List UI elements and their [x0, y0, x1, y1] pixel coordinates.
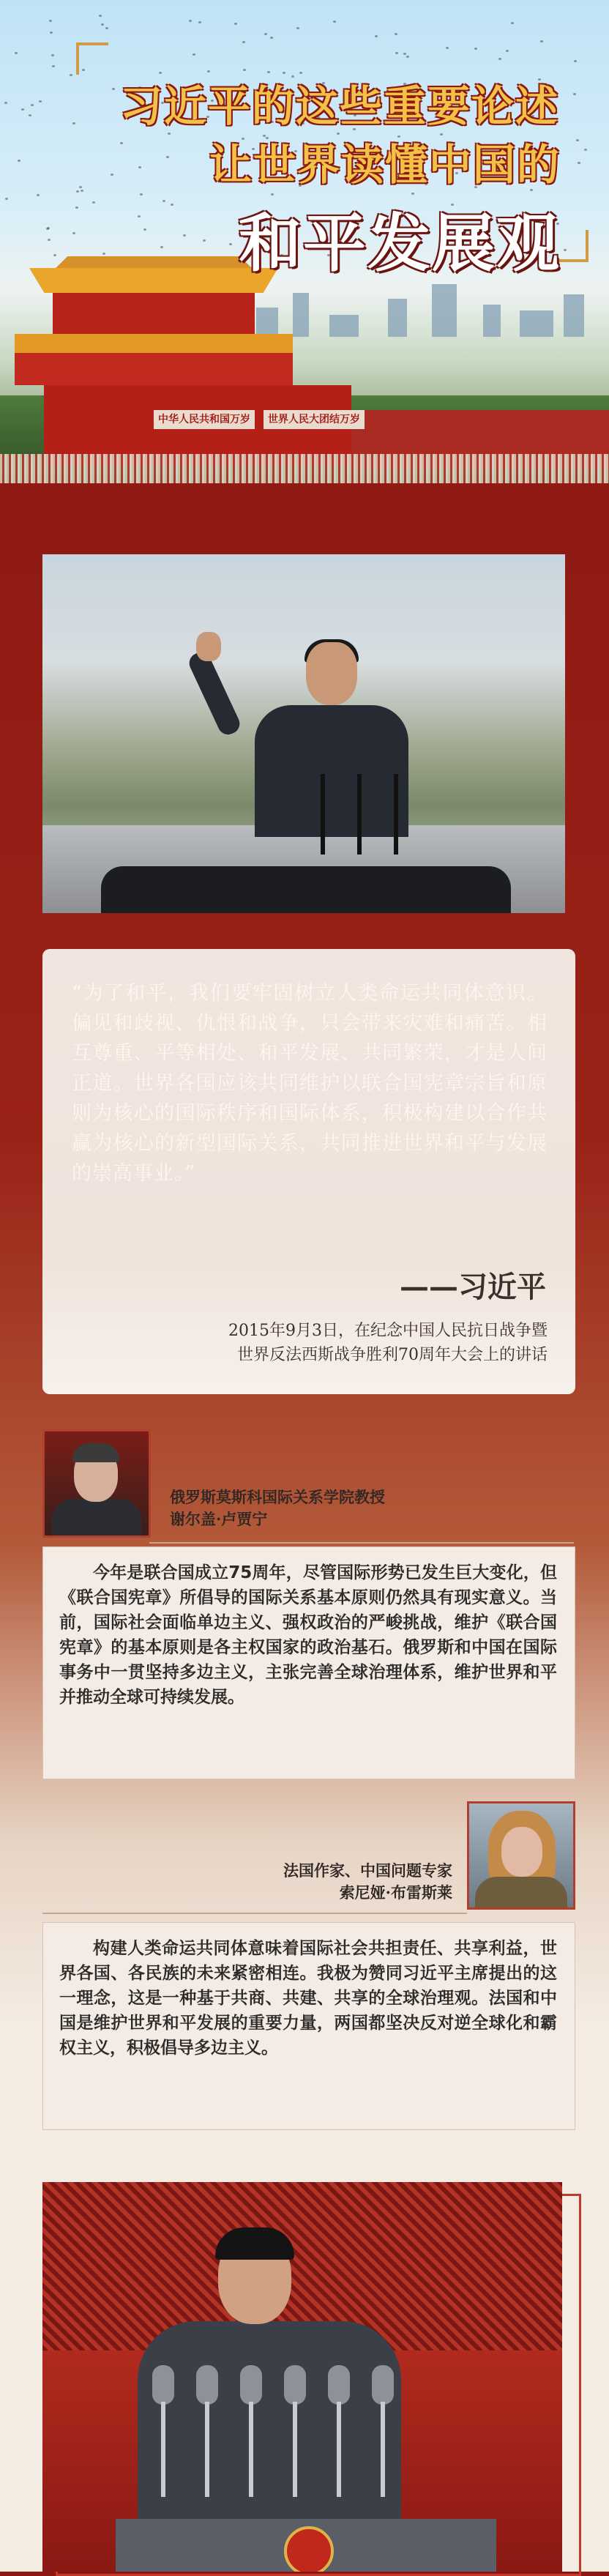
bird: [5, 198, 8, 200]
parade-car: [101, 866, 511, 913]
bird: [18, 160, 20, 162]
expert-name: 谢尔盖·卢贾宁: [170, 1510, 268, 1528]
bird: [15, 52, 18, 54]
bird: [72, 232, 75, 234]
expert-label-2: [283, 1860, 452, 1904]
bird: [105, 27, 108, 29]
quote-source-line-1: 2015年9月3日，在纪念中国人民抗日战争暨: [228, 1322, 548, 1340]
bird: [198, 21, 201, 23]
quote-author: ——习近平: [400, 1270, 546, 1304]
bird: [46, 228, 49, 230]
bird: [4, 102, 7, 104]
quote-text: “为了和平，我们要牢固树立人类命运共同体意识。偏见和歧视、仇恨和战争，只会带来灾难和痛苦。相互尊重、平等相处、和平发展、共同繁荣，才是人间正道。世界各国应该共同维护以联合国宪章宗旨和原则为核心的国际秩序和国际体系，积极构建以合作共赢为核心的新型国际关系，共同推进世界和平与发展的崇高事业。”: [72, 982, 548, 1185]
bird: [189, 20, 192, 22]
bird: [375, 35, 378, 37]
frame-corner-top-left: [76, 42, 108, 75]
figure-waving: [247, 642, 416, 833]
gate-sign-right: 世界人民大团结万岁: [264, 410, 365, 429]
divider: [42, 1913, 467, 1914]
title-line-2: 让世界读懂中国的: [209, 140, 561, 190]
frame-corner-bottom-right: [556, 230, 589, 262]
bird: [52, 65, 55, 67]
quote-source: [72, 1319, 548, 1367]
bird: [31, 104, 34, 106]
bird: [99, 15, 102, 17]
expert-comment-card-1: [42, 1546, 575, 1779]
bird: [51, 54, 54, 56]
expert-comment: 构建人类命运共同体意味着国际社会共担责任、共享利益，世界各国、各民族的未来紧密相连。我极为赞同习近平主席提出的这一理念，这是一种基于共商、共建、共享的全球治理观。法国和中国是维护世界和平发展的重要力量，两国都坚决反对逆全球化和霸权主义，积极倡导多边主义。: [59, 1939, 557, 2058]
bird: [72, 122, 75, 124]
expert-comment: 今年是联合国成立75周年，尽管国际形势已发生巨大变化，但《联合国宪章》所倡导的国际关系基本原则仍然具有现实意义。当前，国际社会面临单边主义、强权政治的严峻挑战，维护《联合国宪章》的基本原则是各主权国家的政治基石。俄罗斯和中国在国际事务中一贯坚持多边主义，主张完善全球治理体系，维护世界和平并推动全球可持续发展。: [59, 1563, 557, 1707]
bird: [39, 100, 42, 103]
bird: [50, 31, 53, 34]
title-frame: [76, 42, 589, 280]
expert-name: 索尼娅·布雷斯莱: [339, 1883, 452, 1902]
bird: [511, 22, 514, 24]
bird: [29, 114, 31, 116]
expert-title: 俄罗斯莫斯科国际关系学院教授: [170, 1488, 385, 1506]
hero-banner: [0, 0, 609, 483]
title-line-3: 和平发展观: [239, 206, 561, 280]
photo-xi-waving: [42, 554, 565, 913]
divider: [149, 1542, 574, 1544]
city-skyline: [242, 278, 608, 337]
bird: [70, 74, 72, 76]
bird: [395, 33, 397, 35]
bird: [264, 33, 267, 35]
title-line-1: 习近平的这些重要论述: [119, 81, 559, 131]
expert-label-1: [170, 1486, 385, 1530]
national-emblem-icon: [284, 2526, 334, 2572]
bird: [48, 239, 51, 241]
photo-xi-speech: [42, 2182, 562, 2572]
bird: [333, 21, 336, 23]
bird: [296, 27, 299, 29]
portrait-bressler: [467, 1801, 575, 1910]
portrait-lujanin: [42, 1429, 151, 1538]
bird: [270, 37, 273, 39]
bird: [101, 23, 104, 26]
bird: [53, 254, 56, 256]
bird: [37, 194, 40, 196]
bird: [49, 20, 52, 22]
quote-source-line-2: 世界反法西斯战争胜利70周年大会上的讲话: [237, 1346, 548, 1364]
expert-title: 法国作家、中国问题专家: [283, 1861, 452, 1880]
crowd: [0, 454, 609, 483]
quote-card: [42, 949, 575, 1394]
bird: [234, 23, 237, 25]
gate-sign-left: 中华人民共和国万岁: [154, 410, 255, 429]
bird: [21, 108, 24, 111]
expert-comment-card-2: [42, 1922, 575, 2130]
